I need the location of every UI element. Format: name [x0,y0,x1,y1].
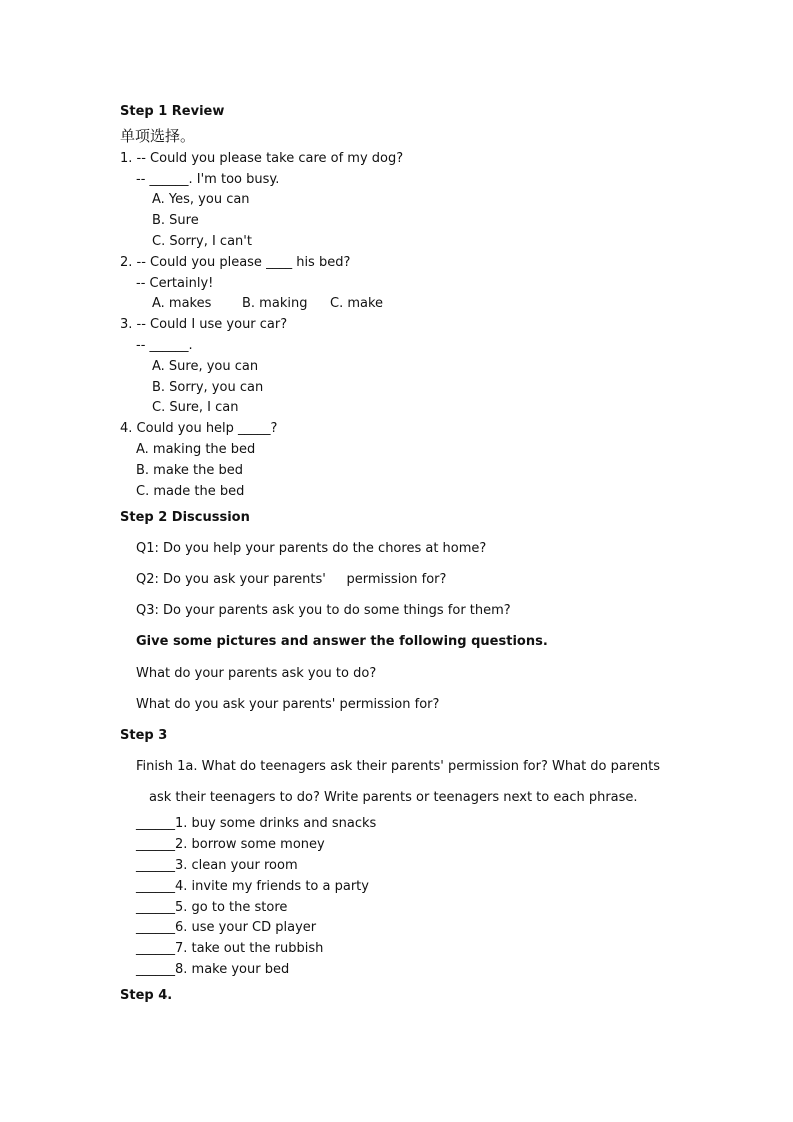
q1-option-b: B. Sure [152,213,199,228]
discussion-q3: Q3: Do your parents ask you to do some things for them? [136,603,511,618]
step2-instruction: Give some pictures and answer the following questions. [136,634,548,649]
q3-option-c: C. Sure, I can [152,400,239,415]
q1-option-c: C. Sorry, I can't [152,234,252,249]
q2-option-c: C. make [330,296,384,311]
step1-subtitle: 单项选择。 [120,127,196,145]
q2-option-b: B. making [242,296,308,311]
q4-option-c: C. made the bed [136,484,245,499]
phrase-item: ______4. invite my friends to a party [136,879,369,894]
q3-reply: -- ______. [136,338,193,353]
phrase-item: ______7. take out the rubbish [136,941,324,956]
q3-question: 3. -- Could I use your car? [120,317,288,332]
q2-reply: -- Certainly! [136,276,214,291]
followup-question-1: What do your parents ask you to do? [136,666,377,681]
q4-option-a: A. making the bed [136,442,256,457]
step2-heading: Step 2 Discussion [120,510,250,525]
step4-heading: Step 4. [120,988,173,1003]
q4-option-b: B. make the bed [136,463,243,478]
q1-question: 1. -- Could you please take care of my dog? [120,151,404,166]
phrase-item: ______5. go to the store [136,900,288,915]
step1-heading: Step 1 Review [120,104,225,119]
followup-question-2: What do you ask your parents' permission for? [136,697,440,712]
step3-heading: Step 3 [120,728,168,743]
phrase-item: ______6. use your CD player [136,920,317,935]
q2-question: 2. -- Could you please ____ his bed? [120,255,351,270]
q1-reply: -- ______. I'm too busy. [136,172,280,187]
discussion-q1: Q1: Do you help your parents do the chores at home? [136,541,487,556]
q3-option-b: B. Sorry, you can [152,380,264,395]
discussion-q2: Q2: Do you ask your parents' permission for? [136,572,447,587]
q3-option-a: A. Sure, you can [152,359,259,374]
phrase-item: ______3. clean your room [136,858,298,873]
phrase-item: ______2. borrow some money [136,837,325,852]
phrase-item: ______8. make your bed [136,962,290,977]
phrase-item: ______1. buy some drinks and snacks [136,816,377,831]
step3-instruction-line1: Finish 1a. What do teenagers ask their parents' permission for? What do parents [136,759,661,774]
q2-option-a: A. makes [152,296,212,311]
step3-instruction-line2: ask their teenagers to do? Write parents or teenagers next to each phrase. [149,790,638,805]
q4-question: 4. Could you help _____? [120,421,278,436]
q1-option-a: A. Yes, you can [152,192,250,207]
